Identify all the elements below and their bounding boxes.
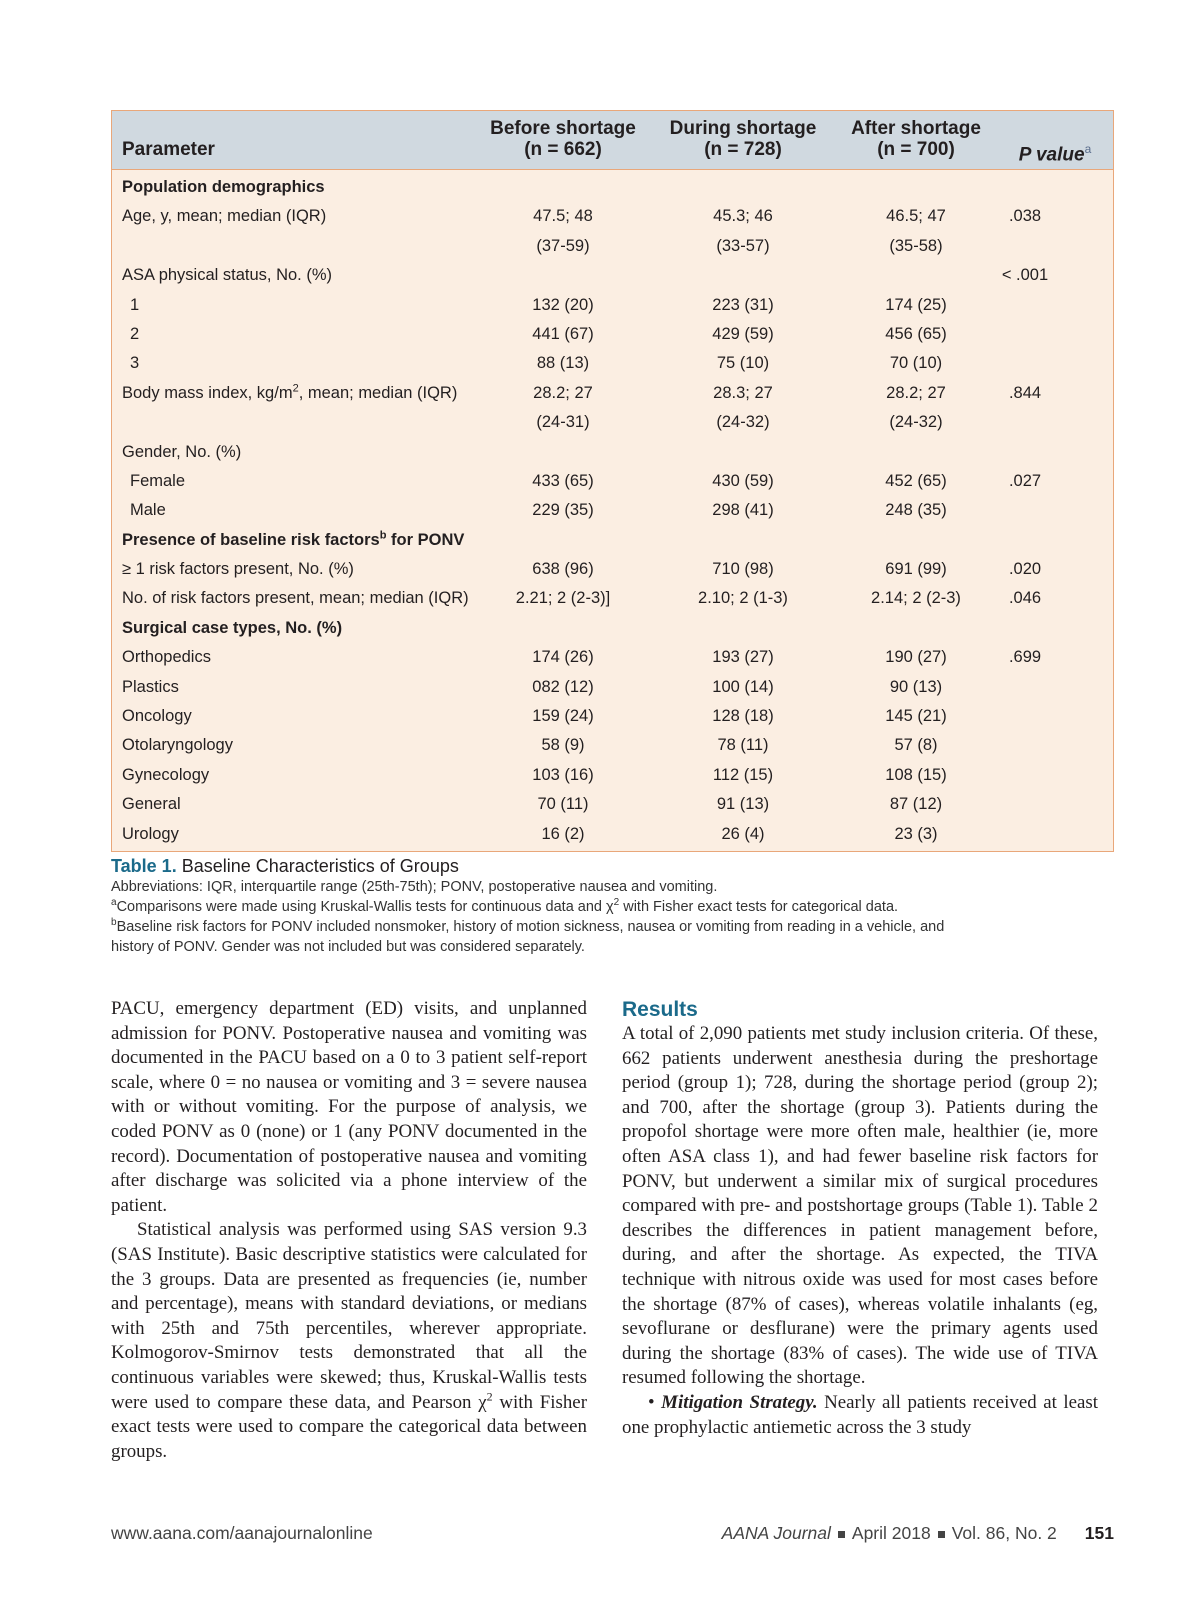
table-row bbox=[112, 820, 1113, 849]
row-label bbox=[122, 584, 469, 613]
cell-before-shortage: (24-31) bbox=[536, 413, 590, 432]
cell-before-shortage: 159 (24) bbox=[532, 707, 594, 726]
cell-before-shortage: 132 (20) bbox=[532, 295, 594, 314]
header-p-value-label: P value bbox=[1018, 144, 1085, 166]
row-label bbox=[130, 349, 139, 378]
table-row bbox=[112, 526, 1113, 555]
caption-note-b-cont: history of PONV. Gender was not included but was considered separately. bbox=[111, 939, 585, 955]
table-row bbox=[112, 467, 1113, 496]
cell-p-value: .027 bbox=[1008, 471, 1042, 490]
table-row bbox=[112, 349, 1113, 378]
cell-after-shortage: 456 (65) bbox=[885, 324, 947, 343]
table-body bbox=[112, 173, 1113, 849]
cell-after-shortage: 248 (35) bbox=[885, 501, 947, 520]
row-label bbox=[130, 467, 185, 496]
cell-p-value: < .001 bbox=[1001, 266, 1049, 285]
table-row bbox=[112, 379, 1113, 408]
table-row bbox=[112, 320, 1113, 349]
table-row bbox=[112, 761, 1113, 790]
cell-after-shortage: 28.2; 27 bbox=[886, 383, 946, 402]
row-label-text-cont: , mean; median (IQR) bbox=[298, 383, 458, 402]
table-row bbox=[112, 643, 1113, 672]
row-label-text: Body mass index, kg/m bbox=[122, 383, 293, 402]
header-parameter: Parameter bbox=[122, 139, 215, 160]
cell-after-shortage: 174 (25) bbox=[885, 295, 947, 314]
cell-before-shortage: 174 (26) bbox=[532, 648, 594, 667]
cell-before-shortage: 88 (13) bbox=[536, 354, 590, 373]
header-before-n: (n = 662) bbox=[524, 139, 602, 160]
row-label bbox=[122, 555, 354, 584]
cell-before-shortage: 2.21; 2 (2-3)] bbox=[515, 589, 611, 608]
cell-before-shortage: 638 (96) bbox=[532, 560, 594, 579]
table-caption bbox=[111, 855, 1111, 957]
note-a-mark: a bbox=[111, 897, 117, 909]
row-label-text: Gynecology bbox=[122, 765, 210, 784]
caption-title bbox=[111, 855, 1111, 877]
right-text-column bbox=[622, 1022, 1098, 1440]
row-label-text: 3 bbox=[130, 354, 140, 373]
caption-label: Table 1. bbox=[111, 856, 177, 876]
cell-after-shortage: (35-58) bbox=[889, 236, 943, 255]
cell-after-shortage: 452 (65) bbox=[885, 471, 947, 490]
cell-during-shortage: 45.3; 46 bbox=[713, 207, 773, 226]
row-label bbox=[122, 614, 342, 643]
footer-volume: Vol. 86, No. 2 bbox=[951, 1523, 1057, 1543]
row-label-text: Urology bbox=[122, 824, 179, 843]
cell-during-shortage: 28.3; 27 bbox=[713, 383, 773, 402]
row-label-text: Surgical case types, No. (%) bbox=[122, 618, 343, 637]
row-label-text: ASA physical status, No. (%) bbox=[122, 266, 332, 285]
row-label bbox=[122, 731, 233, 760]
row-label-text: Plastics bbox=[122, 677, 179, 696]
baseline-characteristics-table bbox=[111, 110, 1114, 852]
footer-date: April 2018 bbox=[851, 1523, 931, 1543]
row-label bbox=[130, 496, 166, 525]
cell-after-shortage: 57 (8) bbox=[894, 736, 938, 755]
cell-before-shortage: 229 (35) bbox=[532, 501, 594, 520]
note-a-text2: with Fisher exact tests for categorical data. bbox=[619, 899, 899, 915]
cell-before-shortage: 70 (11) bbox=[537, 795, 589, 814]
header-after-n: (n = 700) bbox=[877, 139, 955, 160]
table-row bbox=[112, 673, 1113, 702]
row-label bbox=[122, 173, 325, 202]
left-paragraph-2 bbox=[111, 1218, 587, 1464]
cell-before-shortage: 433 (65) bbox=[532, 471, 594, 490]
cell-after-shortage: 23 (3) bbox=[894, 824, 938, 843]
table-row bbox=[112, 496, 1113, 525]
cell-after-shortage: 108 (15) bbox=[885, 765, 947, 784]
row-label bbox=[130, 291, 139, 320]
row-label bbox=[122, 702, 192, 731]
cell-during-shortage: 429 (59) bbox=[712, 324, 774, 343]
header-after-shortage bbox=[830, 118, 1002, 160]
cell-during-shortage: 112 (15) bbox=[712, 765, 774, 784]
left-text-column bbox=[111, 997, 587, 1464]
header-before-label: Before shortage bbox=[490, 118, 636, 139]
header-after-label: After shortage bbox=[851, 118, 981, 139]
row-label-text: 1 bbox=[130, 295, 140, 314]
cell-during-shortage: 298 (41) bbox=[712, 501, 774, 520]
table-row bbox=[112, 702, 1113, 731]
right-paragraph-1: A total of 2,090 patients met study inclusion criteria. Of these, 662 patients underwent anesthesia during the preshortage period (group 1); 728, during the shortage period (group 2); and 700, after the shortage (group 3). Patients during the propofol shortage were more often male, healthier (ie, more often ASA class 1), and had fewer baseline risk factors for PONV, but underwent a similar mix of surgical procedures compared with pre- and postshortage groups (Table 1). Table 2 describes the differences in patient management before, during, and after the shortage. As expected, the TIVA technique with nitrous oxide was used for most cases before the shortage (87% of cases), whereas volatile inhalants (eg, sevoflurane or desflurane) were the primary agents used during the shortage (83% of cases). The wide use of TIVA resumed following the shortage. bbox=[622, 1023, 1098, 1389]
cell-after-shortage: (24-32) bbox=[889, 413, 943, 432]
row-label-text-cont: for PONV bbox=[386, 530, 465, 549]
cell-during-shortage: 193 (27) bbox=[712, 648, 774, 667]
mitigation-strategy-heading: Mitigation Strategy. bbox=[661, 1391, 818, 1413]
header-during-n: (n = 728) bbox=[704, 139, 782, 160]
row-label-text: Gender, No. (%) bbox=[122, 442, 242, 461]
row-label-text: Otolaryngology bbox=[122, 736, 233, 755]
cell-before-shortage: 441 (67) bbox=[532, 324, 594, 343]
header-during-label: During shortage bbox=[669, 118, 817, 139]
cell-before-shortage: (37-59) bbox=[536, 236, 590, 255]
cell-during-shortage: 26 (4) bbox=[721, 824, 765, 843]
row-label bbox=[122, 673, 179, 702]
table-row bbox=[112, 584, 1113, 613]
footer-journal-info bbox=[722, 1523, 1114, 1544]
row-label bbox=[122, 379, 457, 408]
cell-during-shortage: 430 (59) bbox=[712, 471, 774, 490]
cell-during-shortage: 710 (98) bbox=[712, 560, 774, 579]
cell-p-value: .844 bbox=[1008, 383, 1042, 402]
row-label bbox=[122, 261, 332, 290]
right-p2-text: Nearly all patients received at least one prophylactic antiemetic across the 3 study bbox=[622, 1391, 1099, 1438]
cell-during-shortage: 75 (10) bbox=[716, 354, 770, 373]
cell-before-shortage: 103 (16) bbox=[532, 765, 594, 784]
left-p2-text2: with Fisher exact tests were used to compare the categorical data between groups. bbox=[111, 1391, 587, 1462]
row-label-sup: b bbox=[379, 529, 387, 542]
row-label-text: No. of risk factors present, mean; median (IQR) bbox=[122, 589, 469, 608]
table-row bbox=[112, 731, 1113, 760]
table-row bbox=[112, 173, 1113, 202]
table-header-row bbox=[112, 111, 1113, 170]
cell-during-shortage: 100 (14) bbox=[712, 677, 774, 696]
cell-p-value: .038 bbox=[1008, 207, 1042, 226]
row-label bbox=[122, 761, 209, 790]
row-label bbox=[122, 643, 211, 672]
note-b-line1: Baseline risk factors for PONV included nonsmoker, history of motion sickness, nausea or vomiting from reading in a vehicle, and bbox=[116, 919, 945, 935]
cell-before-shortage: 58 (9) bbox=[541, 736, 585, 755]
row-label-text: Oncology bbox=[122, 707, 192, 726]
header-p-value-footnote: a bbox=[1084, 142, 1092, 156]
note-b-mark: b bbox=[111, 917, 117, 929]
page-number: 151 bbox=[1084, 1523, 1114, 1543]
cell-before-shortage: 28.2; 27 bbox=[533, 383, 593, 402]
row-label bbox=[122, 526, 464, 555]
cell-p-value: .046 bbox=[1008, 589, 1042, 608]
row-label-text: Population demographics bbox=[122, 178, 325, 196]
cell-p-value: .699 bbox=[1008, 648, 1042, 667]
cell-during-shortage: 78 (11) bbox=[717, 736, 769, 755]
row-label bbox=[130, 320, 139, 349]
cell-during-shortage: (33-57) bbox=[716, 236, 770, 255]
row-label-sup: 2 bbox=[292, 382, 299, 395]
cell-before-shortage: 16 (2) bbox=[541, 824, 585, 843]
square-bullet-icon bbox=[938, 1531, 945, 1538]
cell-after-shortage: 87 (12) bbox=[889, 795, 943, 814]
row-label-text: Orthopedics bbox=[122, 648, 211, 667]
footer-url: www.aana.com/aanajournalonline bbox=[111, 1523, 373, 1543]
row-label bbox=[122, 790, 181, 819]
row-label-text: 2 bbox=[130, 324, 140, 343]
cell-during-shortage: 91 (13) bbox=[716, 795, 770, 814]
cell-after-shortage: 691 (99) bbox=[885, 560, 947, 579]
table-row bbox=[112, 202, 1113, 231]
caption-note-b bbox=[111, 917, 1111, 937]
caption-abbreviations: Abbreviations: IQR, interquartile range (25th-75th); PONV, postoperative nausea and vomiting. bbox=[111, 879, 718, 895]
cell-during-shortage: 223 (31) bbox=[712, 295, 774, 314]
row-label-text: Male bbox=[130, 501, 166, 520]
table-row bbox=[112, 261, 1113, 290]
caption-title-text: Baseline Characteristics of Groups bbox=[181, 856, 459, 876]
row-label-text: ≥ 1 risk factors present, No. (%) bbox=[122, 560, 354, 579]
row-label bbox=[122, 438, 241, 467]
results-heading: Results bbox=[622, 998, 698, 1021]
row-label-text: Age, y, mean; median (IQR) bbox=[122, 207, 327, 226]
header-p-value bbox=[1005, 139, 1105, 165]
header-during-shortage bbox=[657, 118, 829, 160]
cell-after-shortage: 46.5; 47 bbox=[886, 207, 946, 226]
row-label-text: General bbox=[122, 795, 181, 814]
table-row bbox=[112, 291, 1113, 320]
caption-note-a bbox=[111, 897, 1111, 917]
table-row bbox=[112, 614, 1113, 643]
cell-after-shortage: 70 (10) bbox=[889, 354, 943, 373]
cell-after-shortage: 2.14; 2 (2-3) bbox=[871, 589, 961, 608]
cell-after-shortage: 145 (21) bbox=[885, 707, 947, 726]
note-a-text1: Comparisons were made using Kruskal-Wallis tests for continuous data and χ bbox=[116, 899, 614, 915]
footer-journal: AANA Journal bbox=[721, 1523, 831, 1543]
cell-before-shortage: 082 (12) bbox=[532, 677, 594, 696]
cell-during-shortage: 2.10; 2 (1-3) bbox=[698, 589, 788, 608]
bullet: • bbox=[648, 1391, 655, 1413]
note-a-sup: 2 bbox=[613, 897, 620, 909]
row-label-text: Female bbox=[130, 471, 186, 490]
left-p2-text1: Statistical analysis was performed using SAS version 9.3 (SAS Institute). Basic descriptive statistics were calculated for the 3 groups. Data are presented as frequencies (ie, number and percentage), means with standard deviations, or medians with 25th and 75th percentiles, wherever appropriate. Kolmogorov-Smirnov tests demonstrated that all the continuous variables were skewed; thus, Kruskal-Wallis tests were used to compare these data, and Pearson χ bbox=[111, 1219, 587, 1413]
row-label bbox=[122, 202, 326, 231]
square-bullet-icon bbox=[838, 1531, 845, 1538]
row-label bbox=[122, 820, 179, 849]
cell-during-shortage: (24-32) bbox=[716, 413, 770, 432]
cell-before-shortage: 47.5; 48 bbox=[533, 207, 593, 226]
table-row bbox=[112, 408, 1113, 437]
right-paragraph-2 bbox=[622, 1391, 1098, 1440]
cell-after-shortage: 90 (13) bbox=[889, 677, 943, 696]
table-row bbox=[112, 790, 1113, 819]
row-label-text: Presence of baseline risk factors bbox=[122, 530, 380, 549]
header-before-shortage bbox=[477, 118, 649, 160]
cell-during-shortage: 128 (18) bbox=[712, 707, 774, 726]
table-row bbox=[112, 555, 1113, 584]
cell-after-shortage: 190 (27) bbox=[885, 648, 947, 667]
cell-p-value: .020 bbox=[1008, 560, 1042, 579]
table-row bbox=[112, 438, 1113, 467]
left-paragraph-1: PACU, emergency department (ED) visits, and unplanned admission for PONV. Postoperative nausea and vomiting was documented in the PACU based on a 0 to 3 patient self-report scale, where 0 = no nausea or vomiting and 3 = severe nausea with or without vomiting. For the purpose of analysis, we coded PONV as 0 (none) or 1 (any PONV documented in the record). Documentation of postoperative nausea and vomiting after discharge was solicited via a phone interview of the patient. bbox=[111, 998, 587, 1216]
table-row bbox=[112, 232, 1113, 261]
left-p2-sup: 2 bbox=[486, 1389, 493, 1404]
